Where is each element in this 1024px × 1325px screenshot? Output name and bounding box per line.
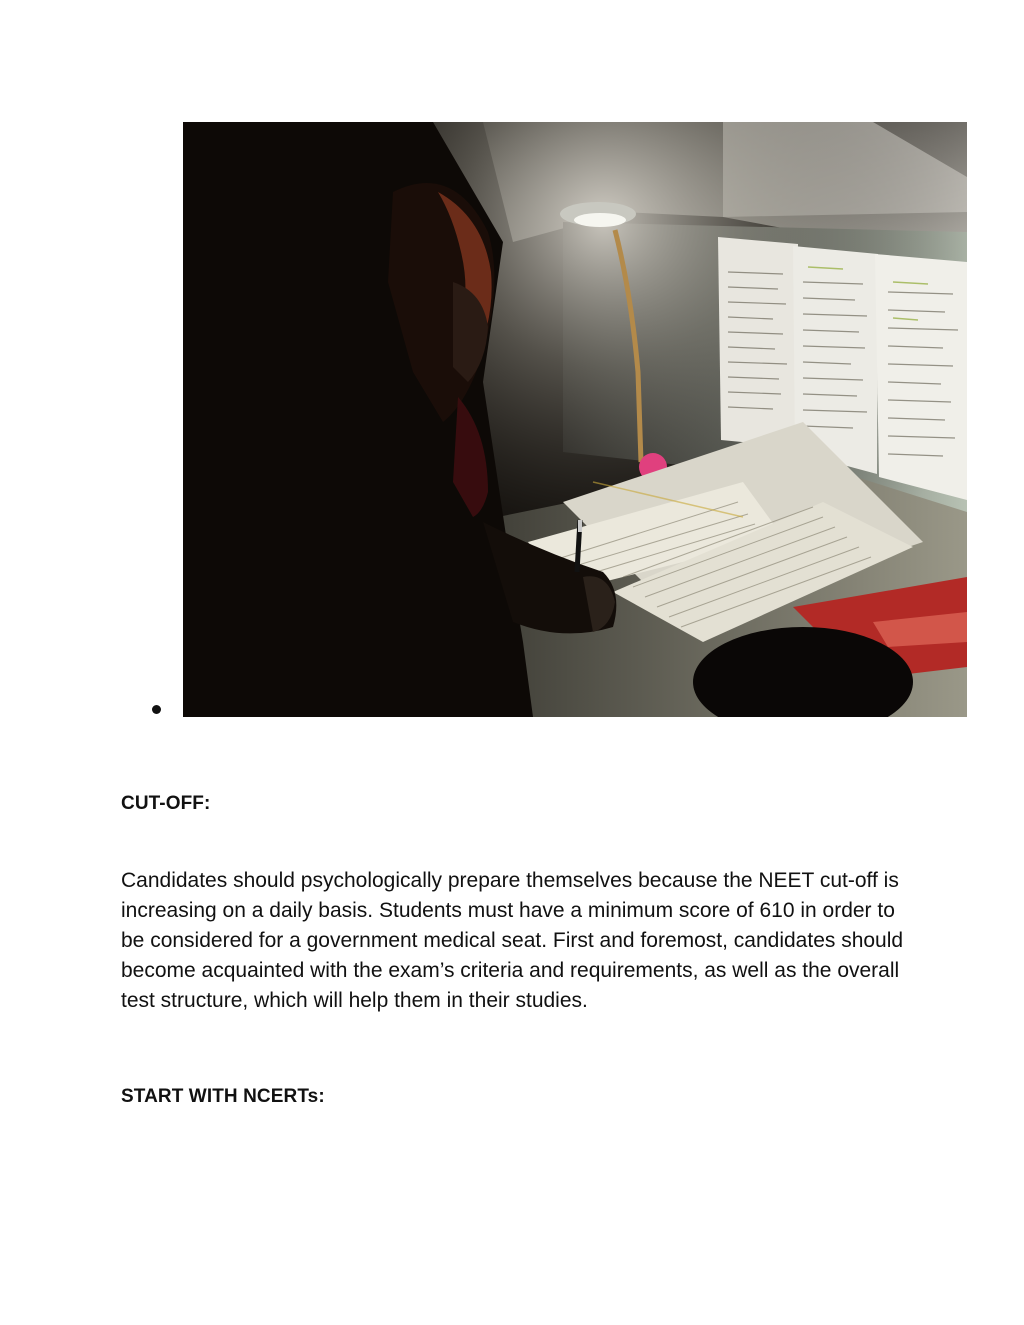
section-heading-cutoff: CUT-OFF:	[121, 793, 211, 814]
section-paragraph-cutoff: Candidates should psychologically prepare themselves because the NEET cut-off is increasing on a daily basis. Students must have a minimum score of 610 in order to be considered for a government medical seat. First and foremost, candidates should become acquainted with the exam’s criteria and requirements, as well as the overall test structure, which will help them in their studies.	[121, 869, 904, 1012]
student-studying-photo	[183, 122, 967, 717]
section-heading-ncerts: START WITH NCERTs:	[121, 1086, 325, 1107]
list-bullet	[152, 705, 161, 714]
